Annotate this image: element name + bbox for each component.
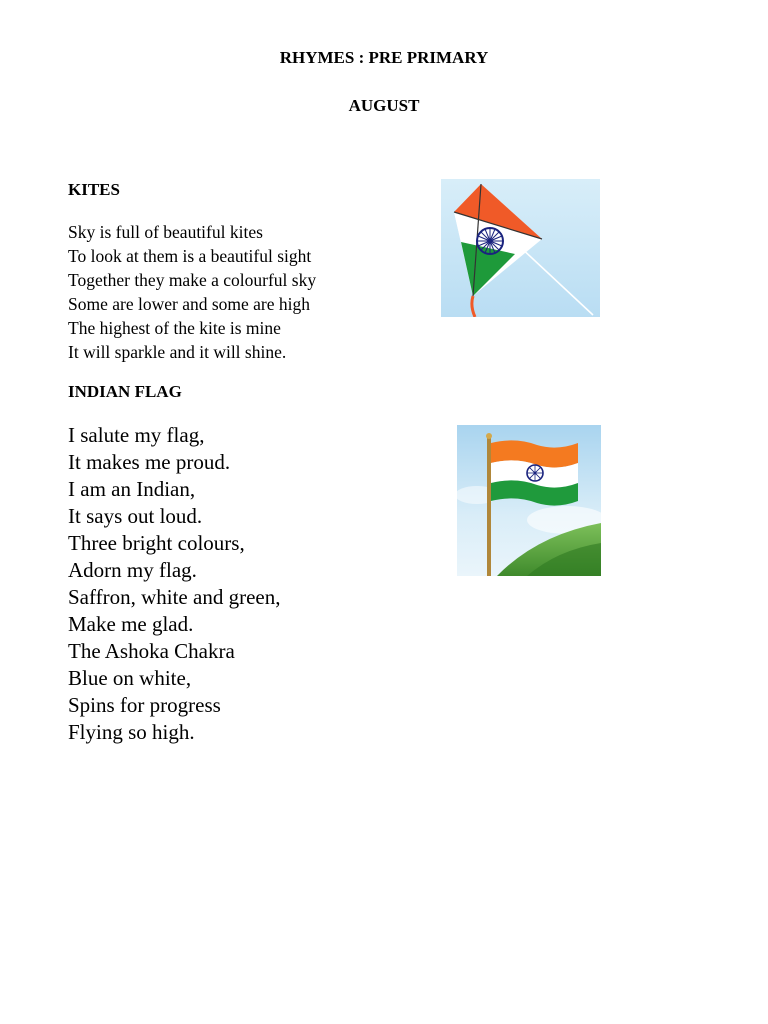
poem-line: Spins for progress: [68, 693, 221, 717]
kites-poem: [68, 220, 316, 364]
poem-line: To look at them is a beautiful sight: [68, 246, 312, 266]
poem-line: I salute my flag,: [68, 423, 205, 447]
poem-line: Together they make a colourful sky: [68, 270, 317, 290]
poem-line: It says out loud.: [68, 504, 203, 528]
poem-line: Blue on white,: [68, 666, 192, 690]
poem-line: Adorn my flag.: [68, 558, 197, 582]
poem-line: I am an Indian,: [68, 477, 196, 501]
tricolour-kite-icon: [441, 179, 600, 317]
poem-line: Make me glad.: [68, 612, 194, 636]
poem-line: Saffron, white and green,: [68, 585, 281, 609]
poem-line: It will sparkle and it will shine.: [68, 342, 287, 362]
poem-line: Three bright colours,: [68, 531, 245, 555]
poem-line: Some are lower and some are high: [68, 294, 311, 314]
indian-flag-poem: [68, 422, 280, 746]
waving-indian-flag-icon: [457, 425, 601, 576]
poem-line: Sky is full of beautiful kites: [68, 222, 263, 242]
document-title: RHYMES : PRE PRIMARY: [279, 48, 489, 67]
poem-line: Flying so high.: [68, 720, 195, 744]
poem-line: The highest of the kite is mine: [68, 318, 281, 338]
poem-line: The Ashoka Chakra: [68, 639, 235, 663]
indian-flag-poem-title: INDIAN FLAG: [68, 382, 182, 401]
poem-line: It makes me proud.: [68, 450, 231, 474]
document-month: AUGUST: [348, 96, 420, 115]
kites-poem-title: KITES: [68, 180, 120, 199]
